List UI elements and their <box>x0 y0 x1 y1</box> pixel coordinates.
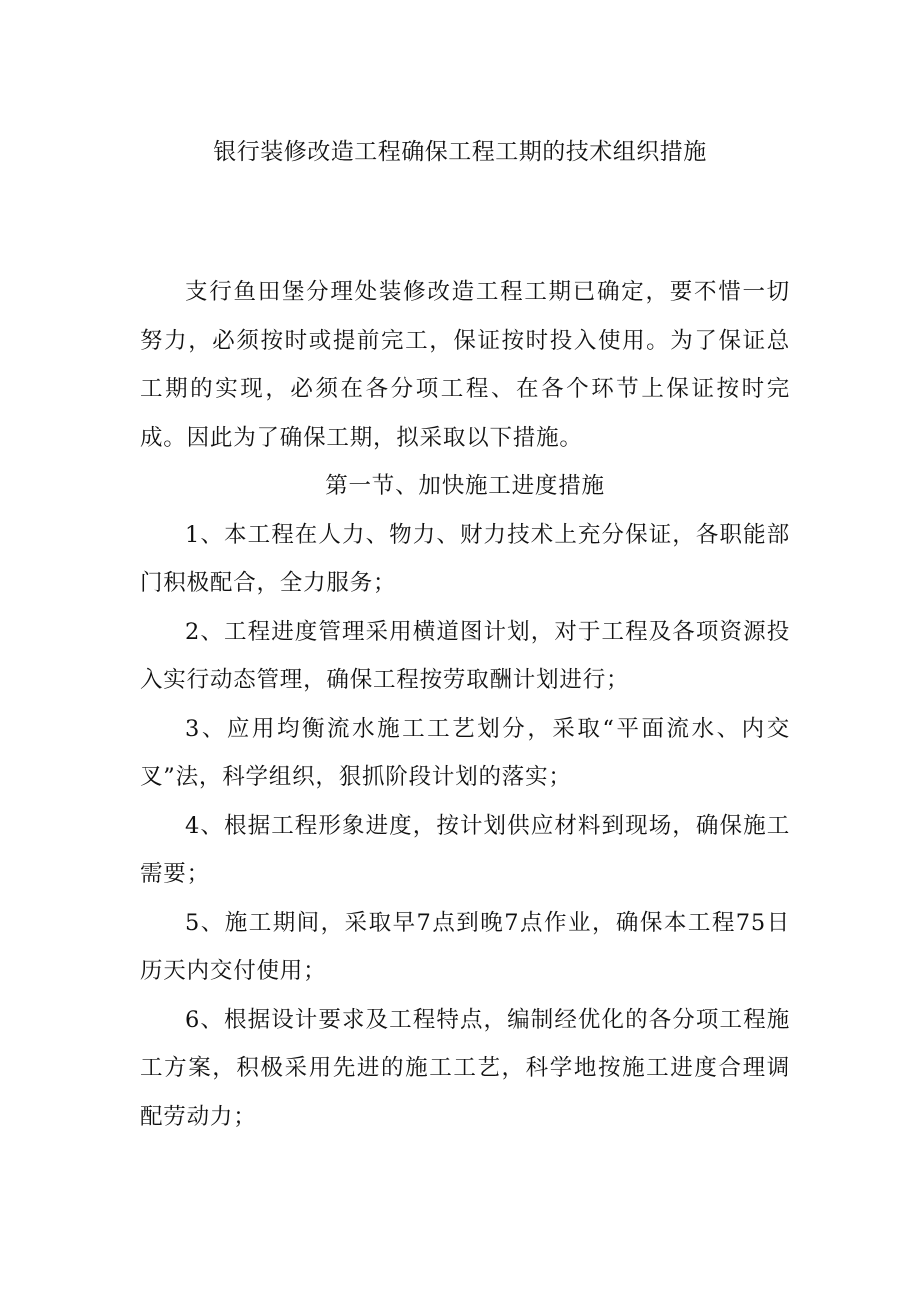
measure-item-1: 1、本工程在人力、物力、财力技术上充分保证，各职能部门积极配合，全力服务； <box>140 521 790 596</box>
measure-item-4: 4、根据工程形象进度，按计划供应材料到现场，确保施工需要； <box>140 812 790 887</box>
document-title: 银行装修改造工程确保工程工期的技术组织措施 <box>213 139 707 165</box>
measure-item-3: 3、应用均衡流水施工工艺划分，采取“平面流水、内交叉”法，科学组织，狠抓阶段计划的落实； <box>140 715 790 790</box>
section-heading: 第一节、加快施工进度措施 <box>325 473 605 499</box>
measure-item-6: 6、根据设计要求及工程特点，编制经优化的各分项工程施工方案，积极采用先进的施工工艺，科学地按施工进度合理调配劳动力； <box>140 1006 790 1130</box>
measure-item-5: 5、施工期间，采取早7点到晚7点作业，确保本工程75日历天内交付使用； <box>140 909 790 984</box>
measure-item-2: 2、工程进度管理采用横道图计划，对于工程及各项资源投入实行动态管理，确保工程按劳取酬计划进行； <box>140 618 790 693</box>
document-body <box>140 268 790 1141</box>
intro-paragraph: 支行鱼田堡分理处装修改造工程工期已确定，要不惜一切努力，必须按时或提前完工，保证按时投入使用。为了保证总工期的实现，必须在各分项工程、在各个环节上保证按时完成。因此为了确保工期，拟采取以下措施。 <box>140 279 790 451</box>
